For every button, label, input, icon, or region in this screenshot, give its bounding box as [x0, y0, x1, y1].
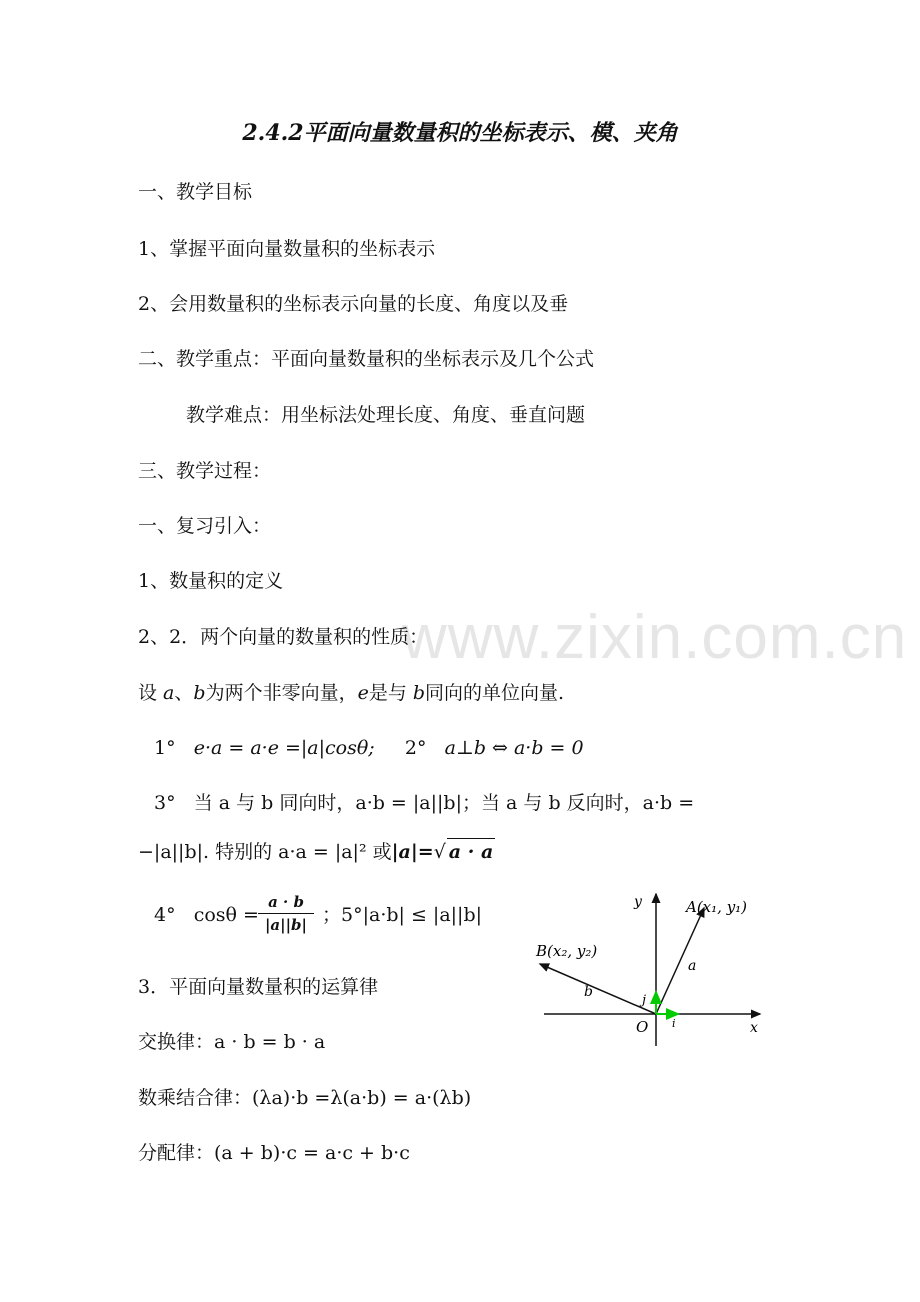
property-5-expr: ；5°|a·b| ≤ |a||b| — [322, 904, 483, 926]
commutative-law: 交换律：a · b = b · a — [138, 1031, 326, 1053]
property-1-line — [154, 735, 584, 761]
setup-text: 设 — [138, 682, 164, 704]
point-a-label: A(x₁, y₁) — [686, 898, 748, 916]
property-3-line2: −|a||b|. 特别的 a·a = |a|² 或|a|=√ a · a — [138, 838, 495, 865]
fraction-denominator: |a||b| — [264, 916, 308, 934]
laws-heading: 3．平面向量数量积的运算律 — [138, 976, 379, 998]
unit-j-label: j — [642, 993, 647, 1008]
origin-label: O — [636, 1018, 649, 1036]
modulus-radicand: a · a — [447, 838, 495, 865]
distributive-law: 分配律：(a + b)·c = a·c + b·c — [138, 1142, 410, 1164]
watermark: www.zixin.com.cn — [402, 603, 908, 672]
setup-text: 同向的单位向量. — [425, 682, 565, 704]
modulus-lhs: |a|= — [391, 841, 434, 863]
property-2-label: 2° — [404, 737, 427, 759]
property-3-label: 3° — [154, 792, 176, 814]
setup-text: 是与 — [368, 682, 413, 704]
x-axis-label: x — [750, 1020, 758, 1036]
property-3-text: 当 a 与 b 同向时，a·b = |a||b|；当 a 与 b 反向时，a·b = — [193, 792, 695, 814]
var-e: e — [357, 682, 369, 704]
y-axis-label: y — [634, 894, 642, 910]
vector-a-arrow — [656, 908, 704, 1014]
property-2-expr: a⊥b ⇔ a·b = 0 — [444, 737, 584, 759]
definition-item: 1、数量积的定义 — [138, 570, 284, 592]
setup-line — [138, 680, 564, 706]
key-points: 二、教学重点：平面向量数量积的坐标表示及几个公式 — [138, 348, 595, 370]
var-a: a — [163, 682, 175, 704]
vector-a-label: a — [688, 958, 697, 974]
page-title: 2.4.2平面向量数量积的坐标表示、模、夹角 — [242, 120, 678, 146]
property-3-line1 — [154, 790, 694, 816]
setup-text: 为两个非零向量， — [205, 682, 358, 704]
property-4-line — [154, 902, 259, 928]
goal-heading: 一、教学目标 — [138, 181, 253, 203]
associative-law: 数乘结合律：(λa)·b =λ(a·b) = a·(λb) — [138, 1087, 472, 1109]
property-3-text2: −|a||b|. 特别的 a·a = |a|² 或 — [138, 841, 392, 863]
vector-diagram — [528, 886, 778, 1056]
unit-i-label: i — [672, 1017, 676, 1030]
property-4-label: 4° — [154, 904, 176, 926]
var-b: b — [193, 682, 206, 704]
difficulties: 教学难点：用坐标法处理长度、角度、垂直问题 — [186, 404, 586, 426]
property-1-expr: e·a = a·e =|a|cosθ; — [193, 737, 375, 759]
goal-item-1: 1、掌握平面向量数量积的坐标表示 — [138, 238, 436, 260]
vector-b-arrow — [540, 964, 656, 1014]
cos-fraction — [258, 893, 314, 934]
property-1-label: 1° — [154, 737, 176, 759]
property-item: 2、2．两个向量的数量积的性质： — [138, 626, 429, 648]
review-heading: 一、复习引入： — [138, 515, 272, 537]
fraction-numerator: a · b — [258, 893, 314, 914]
goal-item-2: 2、会用数量积的坐标表示向量的长度、角度以及垂 — [138, 293, 569, 315]
property-4-expr: cosθ = — [193, 904, 259, 926]
setup-sep: 、 — [174, 682, 194, 704]
var-b: b — [412, 682, 426, 704]
process-heading: 三、教学过程： — [138, 460, 272, 482]
vector-b-label: b — [584, 984, 593, 1000]
point-b-label: B(x₂, y₂) — [536, 942, 598, 960]
